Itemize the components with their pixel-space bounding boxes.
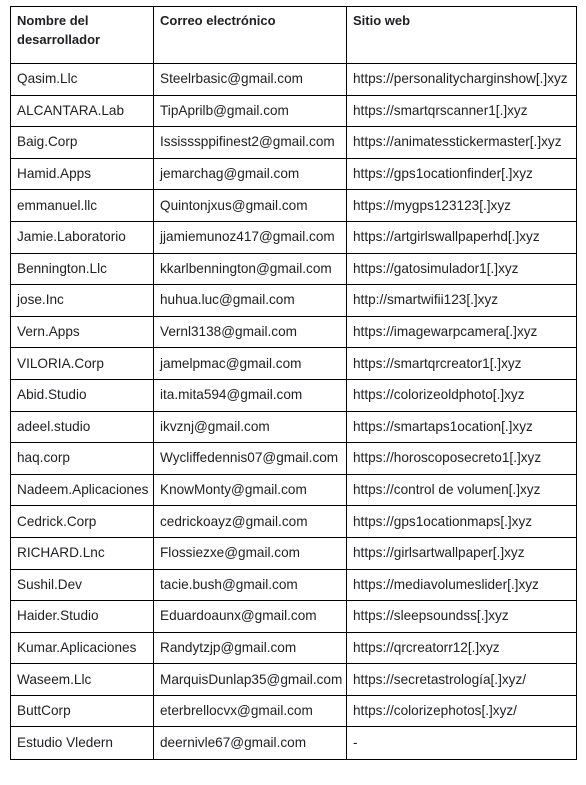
cell-developer-name: Sushil.Dev (11, 569, 154, 601)
table-row (11, 285, 577, 317)
cell-website: https://gatosimulador1[.]xyz (347, 253, 577, 285)
table-row (11, 158, 577, 190)
cell-developer-name: ButtCorp (11, 695, 154, 727)
table-row (11, 253, 577, 285)
cell-email: huhua.luc@gmail.com (154, 285, 347, 317)
cell-website: https://mediavolumeslider[.]xyz (347, 569, 577, 601)
cell-email: TipAprilb@gmail.com (154, 95, 347, 127)
table-row (11, 379, 577, 411)
header-email: Correo electrónico (154, 7, 347, 64)
cell-developer-name: Waseem.Llc (11, 664, 154, 696)
cell-developer-name: haq.corp (11, 443, 154, 475)
cell-developer-name: Bennington.Llc (11, 253, 154, 285)
cell-email: Flossiezxe@gmail.com (154, 537, 347, 569)
cell-developer-name: adeel.studio (11, 411, 154, 443)
table-row (11, 537, 577, 569)
cell-website: https://artgirlswallpaperhd[.]xyz (347, 221, 577, 253)
cell-developer-name: ALCANTARA.Lab (11, 95, 154, 127)
cell-email: deernivle67@gmail.com (154, 727, 347, 760)
cell-website: https://secretastrología[.]xyz/ (347, 664, 577, 696)
cell-email: Quintonjxus@gmail.com (154, 190, 347, 222)
table-row (11, 411, 577, 443)
cell-developer-name: Hamid.Apps (11, 158, 154, 190)
cell-website: https://gps1ocationmaps[.]xyz (347, 506, 577, 538)
cell-email: Ississsppifinest2@gmail.com (154, 127, 347, 159)
header-website: Sitio web (347, 7, 577, 64)
cell-website: https://smartaps1ocation[.]xyz (347, 411, 577, 443)
cell-email: Steelrbasic@gmail.com (154, 64, 347, 96)
table-row (11, 695, 577, 727)
cell-website: https://horoscoposecreto1[.]xyz (347, 443, 577, 475)
developer-table (10, 6, 577, 760)
cell-website: https://gps1ocationfinder[.]xyz (347, 158, 577, 190)
cell-website: https://qrcreatorr12[.]xyz (347, 632, 577, 664)
cell-email: tacie.bush@gmail.com (154, 569, 347, 601)
table-row (11, 506, 577, 538)
cell-developer-name: Nadeem.Aplicaciones (11, 474, 154, 506)
cell-website: https://colorizephotos[.]xyz/ (347, 695, 577, 727)
table-row (11, 569, 577, 601)
cell-email: jemarchag@gmail.com (154, 158, 347, 190)
cell-email: KnowMonty@gmail.com (154, 474, 347, 506)
cell-email: kkarlbennington@gmail.com (154, 253, 347, 285)
table-row (11, 443, 577, 475)
cell-email: Randytzjp@gmail.com (154, 632, 347, 664)
cell-email: eterbrellocvx@gmail.com (154, 695, 347, 727)
cell-developer-name: jose.Inc (11, 285, 154, 317)
cell-email: ita.mita594@gmail.com (154, 379, 347, 411)
cell-website: https://personalitycharginshow[.]xyz (347, 64, 577, 96)
table-row (11, 474, 577, 506)
cell-website: https://mygps123123[.]xyz (347, 190, 577, 222)
cell-developer-name: emmanuel.llc (11, 190, 154, 222)
cell-email: ikvznj@gmail.com (154, 411, 347, 443)
cell-developer-name: Baig.Corp (11, 127, 154, 159)
table-row (11, 64, 577, 96)
cell-website: https://smartqrcreator1[.]xyz (347, 348, 577, 380)
cell-developer-name: Jamie.Laboratorio (11, 221, 154, 253)
cell-email: jamelpmac@gmail.com (154, 348, 347, 380)
cell-website: https://control de volumen[.]xyz (347, 474, 577, 506)
table-row (11, 348, 577, 380)
cell-website: https://colorizeoldphoto[.]xyz (347, 379, 577, 411)
cell-website: https://imagewarpcamera[.]xyz (347, 316, 577, 348)
cell-website: http://smartwifii123[.]xyz (347, 285, 577, 317)
cell-email: MarquisDunlap35@gmail.com (154, 664, 347, 696)
cell-email: jjamiemunoz417@gmail.com (154, 221, 347, 253)
cell-website: https://sleepsoundss[.]xyz (347, 601, 577, 633)
table-row (11, 221, 577, 253)
header-developer-name: Nombre del desarrollador (11, 7, 154, 64)
table-row (11, 95, 577, 127)
table-row (11, 632, 577, 664)
table-row (11, 601, 577, 633)
cell-developer-name: Kumar.Aplicaciones (11, 632, 154, 664)
table-row (11, 316, 577, 348)
cell-email: Eduardoaunx@gmail.com (154, 601, 347, 633)
cell-email: Vernl3138@gmail.com (154, 316, 347, 348)
cell-developer-name: Estudio Vledern (11, 727, 154, 760)
cell-developer-name: RICHARD.Lnc (11, 537, 154, 569)
cell-developer-name: Haider.Studio (11, 601, 154, 633)
cell-developer-name: Cedrick.Corp (11, 506, 154, 538)
cell-developer-name: Vern.Apps (11, 316, 154, 348)
cell-website: - (347, 727, 577, 760)
table-row (11, 664, 577, 696)
cell-website: https://girlsartwallpaper[.]xyz (347, 537, 577, 569)
cell-email: cedrickoayz@gmail.com (154, 506, 347, 538)
table-header-row (11, 7, 577, 64)
table-row (11, 127, 577, 159)
cell-developer-name: Qasim.Llc (11, 64, 154, 96)
cell-email: Wycliffedennis07@gmail.com (154, 443, 347, 475)
cell-website: https://smartqrscanner1[.]xyz (347, 95, 577, 127)
table-row (11, 727, 577, 760)
table-row (11, 190, 577, 222)
cell-developer-name: Abid.Studio (11, 379, 154, 411)
cell-website: https://animatesstickermaster[.]xyz (347, 127, 577, 159)
cell-developer-name: VILORIA.Corp (11, 348, 154, 380)
